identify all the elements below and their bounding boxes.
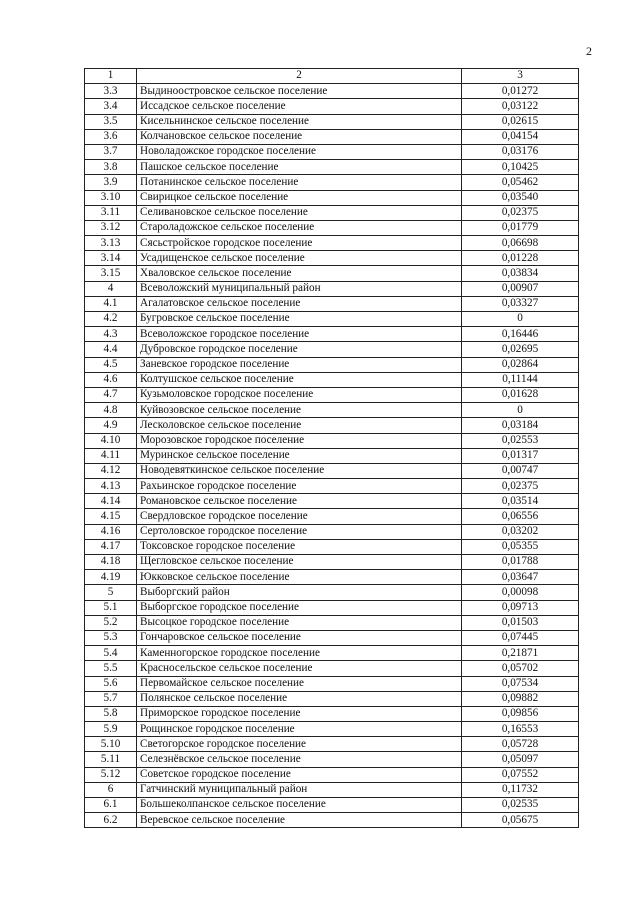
settlement-name-cell: Агалатовское сельское поселение (137, 296, 462, 311)
settlement-name-cell: Большеколпанское сельское поселение (137, 798, 462, 813)
coefficient-value-cell: 0,05462 (462, 175, 579, 190)
coefficient-value-cell: 0 (462, 403, 579, 418)
row-number-cell: 5.6 (85, 676, 137, 691)
table-row (85, 630, 579, 645)
settlement-name-cell: Куйвозовское сельское поселение (137, 403, 462, 418)
coefficient-value-cell: 0,01503 (462, 615, 579, 630)
table-row (85, 494, 579, 509)
table-body (85, 84, 579, 828)
row-number-cell: 4.5 (85, 357, 137, 372)
row-number-cell: 5.12 (85, 767, 137, 782)
coefficient-value-cell: 0,01317 (462, 448, 579, 463)
settlement-name-cell: Красносельское сельское поселение (137, 661, 462, 676)
table-row (85, 357, 579, 372)
table-row (85, 387, 579, 402)
settlement-name-cell: Всеволожский муниципальный район (137, 281, 462, 296)
coefficient-value-cell: 0,01788 (462, 555, 579, 570)
table-row (85, 448, 579, 463)
row-number-cell: 3.8 (85, 160, 137, 175)
table-row (85, 555, 579, 570)
coefficient-value-cell: 0,02553 (462, 433, 579, 448)
table-row (85, 175, 579, 190)
coefficient-value-cell: 0,03647 (462, 570, 579, 585)
settlement-name-cell: Рощинское городское поселение (137, 722, 462, 737)
row-number-cell: 4.1 (85, 296, 137, 311)
table-row (85, 433, 579, 448)
settlement-name-cell: Иссадское сельское поселение (137, 99, 462, 114)
settlement-name-cell: Приморское городское поселение (137, 706, 462, 721)
table-row (85, 114, 579, 129)
coefficient-value-cell: 0,09882 (462, 691, 579, 706)
table-row (85, 479, 579, 494)
settlement-name-cell: Новоладожское городское поселение (137, 144, 462, 159)
coefficient-value-cell: 0,02375 (462, 479, 579, 494)
settlement-name-cell: Веревское сельское поселение (137, 813, 462, 828)
coefficient-value-cell: 0,03202 (462, 524, 579, 539)
coefficient-value-cell: 0,03327 (462, 296, 579, 311)
table-row (85, 691, 579, 706)
coefficient-value-cell: 0,07552 (462, 767, 579, 782)
row-number-cell: 3.13 (85, 236, 137, 251)
settlement-name-cell: Юкковское сельское поселение (137, 570, 462, 585)
coefficient-value-cell: 0,16553 (462, 722, 579, 737)
coefficient-value-cell: 0,07445 (462, 630, 579, 645)
table-row (85, 524, 579, 539)
settlement-name-cell: Гатчинский муниципальный район (137, 782, 462, 797)
table-row (85, 403, 579, 418)
settlement-name-cell: Всеволожское городское поселение (137, 327, 462, 342)
row-number-cell: 4.16 (85, 524, 137, 539)
table-row (85, 646, 579, 661)
row-number-cell: 5.5 (85, 661, 137, 676)
settlements-table (84, 68, 579, 828)
table-row (85, 99, 579, 114)
settlement-name-cell: Дубровское городское поселение (137, 342, 462, 357)
row-number-cell: 4.13 (85, 479, 137, 494)
row-number-cell: 4.9 (85, 418, 137, 433)
table-row (85, 281, 579, 296)
coefficient-value-cell: 0,16446 (462, 327, 579, 342)
settlement-name-cell: Токсовское городское поселение (137, 539, 462, 554)
settlement-name-cell: Бугровское сельское поселение (137, 312, 462, 327)
settlement-name-cell: Пашское сельское поселение (137, 160, 462, 175)
table-row (85, 160, 579, 175)
settlement-name-cell: Сясьстройское городское поселение (137, 236, 462, 251)
coefficient-value-cell: 0,03184 (462, 418, 579, 433)
table-row (85, 205, 579, 220)
table-row (85, 661, 579, 676)
coefficient-value-cell: 0,01228 (462, 251, 579, 266)
row-number-cell: 3.12 (85, 220, 137, 235)
row-number-cell: 3.14 (85, 251, 137, 266)
row-number-cell: 6 (85, 782, 137, 797)
row-number-cell: 4.11 (85, 448, 137, 463)
table-row (85, 509, 579, 524)
row-number-cell: 5.2 (85, 615, 137, 630)
coefficient-value-cell: 0,00747 (462, 463, 579, 478)
row-number-cell: 4.14 (85, 494, 137, 509)
page-number: 2 (586, 44, 592, 58)
row-number-cell: 5.8 (85, 706, 137, 721)
table-row (85, 296, 579, 311)
row-number-cell: 4.4 (85, 342, 137, 357)
settlement-name-cell: Выборгское городское поселение (137, 600, 462, 615)
settlement-name-cell: Свирицкое сельское поселение (137, 190, 462, 205)
coefficient-value-cell: 0,09713 (462, 600, 579, 615)
row-number-cell: 3.3 (85, 84, 137, 99)
table-row (85, 676, 579, 691)
row-number-cell: 3.15 (85, 266, 137, 281)
table-row (85, 372, 579, 387)
settlement-name-cell: Советское городское поселение (137, 767, 462, 782)
row-number-cell: 3.6 (85, 129, 137, 144)
row-number-cell: 3.4 (85, 99, 137, 114)
row-number-cell: 4.19 (85, 570, 137, 585)
table-row (85, 737, 579, 752)
row-number-cell: 5.11 (85, 752, 137, 767)
table-row (85, 327, 579, 342)
settlement-name-cell: Селивановское сельское поселение (137, 205, 462, 220)
table-row (85, 190, 579, 205)
column-header-name: 2 (137, 69, 462, 84)
coefficient-value-cell: 0,01628 (462, 387, 579, 402)
row-number-cell: 5.9 (85, 722, 137, 737)
coefficient-value-cell: 0,02375 (462, 205, 579, 220)
settlement-name-cell: Светогорское городское поселение (137, 737, 462, 752)
settlement-name-cell: Староладожское сельское поселение (137, 220, 462, 235)
coefficient-value-cell: 0,05702 (462, 661, 579, 676)
row-number-cell: 4 (85, 281, 137, 296)
coefficient-value-cell: 0,03176 (462, 144, 579, 159)
settlement-name-cell: Щегловское сельское поселение (137, 555, 462, 570)
row-number-cell: 5 (85, 585, 137, 600)
table-row (85, 706, 579, 721)
row-number-cell: 5.4 (85, 646, 137, 661)
coefficient-value-cell: 0,01779 (462, 220, 579, 235)
settlement-name-cell: Романовское сельское поселение (137, 494, 462, 509)
coefficient-value-cell: 0,07534 (462, 676, 579, 691)
table-row (85, 144, 579, 159)
table-row (85, 615, 579, 630)
coefficient-value-cell: 0,02864 (462, 357, 579, 372)
coefficient-value-cell: 0,05675 (462, 813, 579, 828)
coefficient-value-cell: 0,00098 (462, 585, 579, 600)
settlement-name-cell: Хваловское сельское поселение (137, 266, 462, 281)
row-number-cell: 3.7 (85, 144, 137, 159)
column-header-number: 1 (85, 69, 137, 84)
row-number-cell: 3.9 (85, 175, 137, 190)
row-number-cell: 4.18 (85, 555, 137, 570)
coefficient-value-cell: 0 (462, 312, 579, 327)
row-number-cell: 4.2 (85, 312, 137, 327)
settlement-name-cell: Усадищенское сельское поселение (137, 251, 462, 266)
row-number-cell: 4.10 (85, 433, 137, 448)
coefficient-value-cell: 0,05728 (462, 737, 579, 752)
table-row (85, 342, 579, 357)
table-row (85, 463, 579, 478)
row-number-cell: 4.8 (85, 403, 137, 418)
settlement-name-cell: Кисельнинское сельское поселение (137, 114, 462, 129)
coefficient-value-cell: 0,03834 (462, 266, 579, 281)
settlement-name-cell: Кузьмоловское городское поселение (137, 387, 462, 402)
coefficient-value-cell: 0,02695 (462, 342, 579, 357)
table-row (85, 84, 579, 99)
settlement-name-cell: Заневское городское поселение (137, 357, 462, 372)
table-row (85, 798, 579, 813)
table-row (85, 220, 579, 235)
settlement-name-cell: Полянское сельское поселение (137, 691, 462, 706)
settlement-name-cell: Первомайское сельское поселение (137, 676, 462, 691)
row-number-cell: 3.5 (85, 114, 137, 129)
coefficient-value-cell: 0,04154 (462, 129, 579, 144)
coefficient-value-cell: 0,06698 (462, 236, 579, 251)
coefficient-value-cell: 0,09856 (462, 706, 579, 721)
settlement-name-cell: Колтушское сельское поселение (137, 372, 462, 387)
table-row (85, 752, 579, 767)
coefficient-value-cell: 0,11144 (462, 372, 579, 387)
table-row (85, 129, 579, 144)
row-number-cell: 3.11 (85, 205, 137, 220)
coefficient-value-cell: 0,21871 (462, 646, 579, 661)
settlement-name-cell: Новодевяткинское сельское поселение (137, 463, 462, 478)
row-number-cell: 6.1 (85, 798, 137, 813)
settlement-name-cell: Каменногорское городское поселение (137, 646, 462, 661)
coefficient-value-cell: 0,03122 (462, 99, 579, 114)
table-row (85, 813, 579, 828)
coefficient-value-cell: 0,10425 (462, 160, 579, 175)
settlement-name-cell: Сертоловское городское поселение (137, 524, 462, 539)
row-number-cell: 4.15 (85, 509, 137, 524)
coefficient-value-cell: 0,11732 (462, 782, 579, 797)
settlement-name-cell: Потанинское сельское поселение (137, 175, 462, 190)
settlement-name-cell: Выборгский район (137, 585, 462, 600)
coefficient-value-cell: 0,03540 (462, 190, 579, 205)
row-number-cell: 4.17 (85, 539, 137, 554)
settlement-name-cell: Высоцкое городское поселение (137, 615, 462, 630)
row-number-cell: 3.10 (85, 190, 137, 205)
row-number-cell: 5.7 (85, 691, 137, 706)
settlement-name-cell: Колчановское сельское поселение (137, 129, 462, 144)
coefficient-value-cell: 0,06556 (462, 509, 579, 524)
row-number-cell: 5.1 (85, 600, 137, 615)
settlement-name-cell: Муринское сельское поселение (137, 448, 462, 463)
table-row (85, 539, 579, 554)
settlement-name-cell: Рахьинское городское поселение (137, 479, 462, 494)
table-row (85, 570, 579, 585)
coefficient-value-cell: 0,02615 (462, 114, 579, 129)
coefficient-value-cell: 0,03514 (462, 494, 579, 509)
settlement-name-cell: Гончаровское сельское поселение (137, 630, 462, 645)
table-row (85, 236, 579, 251)
settlement-name-cell: Выдиноостровское сельское поселение (137, 84, 462, 99)
row-number-cell: 5.10 (85, 737, 137, 752)
settlement-name-cell: Свердловское городское поселение (137, 509, 462, 524)
row-number-cell: 4.12 (85, 463, 137, 478)
table-row (85, 266, 579, 281)
coefficient-value-cell: 0,00907 (462, 281, 579, 296)
row-number-cell: 4.3 (85, 327, 137, 342)
settlement-name-cell: Селезнёвское сельское поселение (137, 752, 462, 767)
table-row (85, 767, 579, 782)
row-number-cell: 5.3 (85, 630, 137, 645)
table-row (85, 782, 579, 797)
table-row (85, 585, 579, 600)
coefficient-value-cell: 0,05097 (462, 752, 579, 767)
row-number-cell: 4.7 (85, 387, 137, 402)
row-number-cell: 4.6 (85, 372, 137, 387)
table-row (85, 418, 579, 433)
settlement-name-cell: Лесколовское сельское поселение (137, 418, 462, 433)
coefficient-value-cell: 0,01272 (462, 84, 579, 99)
table-row (85, 312, 579, 327)
table-row (85, 722, 579, 737)
column-header-value: 3 (462, 69, 579, 84)
table-header-row (85, 69, 579, 84)
row-number-cell: 6.2 (85, 813, 137, 828)
table-row (85, 251, 579, 266)
coefficient-value-cell: 0,05355 (462, 539, 579, 554)
table-row (85, 600, 579, 615)
settlement-name-cell: Морозовское городское поселение (137, 433, 462, 448)
coefficient-value-cell: 0,02535 (462, 798, 579, 813)
